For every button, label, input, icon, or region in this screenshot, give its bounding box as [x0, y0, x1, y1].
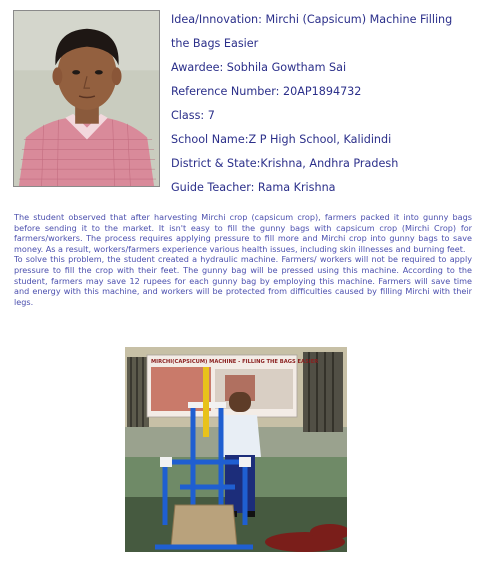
district-state-label: District & State:Krishna, Andhra Pradesh [171, 157, 399, 170]
student-info-block [171, 8, 471, 200]
student-portrait-photo [13, 10, 160, 187]
idea-label-continued: the Bags Easier [171, 37, 259, 50]
idea-label: Idea/Innovation: Mirchi (Capsicum) Machine Filling [171, 13, 453, 26]
portrait-illustration [14, 11, 159, 186]
description-paragraph-1: The student observed that after harvesting Mirchi crop (capsicum crop), farmers packed it into gunny bags before sending it to the market. It isn't easy to fill the gunny bags with capsicum crop (Mirchi Crop) for farmers/workers. The process requires applying pressure to fill more and Mirchi crop into gunny bags to save money. As a result, workers/farmers experience various health issues, including skin illnesses and burning feet. [14, 212, 472, 254]
project-description [14, 212, 472, 307]
machine-scene-illustration [125, 347, 347, 552]
machine-demo-photo [125, 347, 347, 552]
class-label: Class: 7 [171, 109, 215, 122]
school-name-label: School Name:Z P High School, Kalidindi [171, 133, 392, 146]
reference-number-label: Reference Number: 20AP1894732 [171, 85, 362, 98]
banner-text: MIRCHI(CAPSICUM) MACHINE - FILLING THE BAGS EASIER [151, 359, 319, 365]
awardee-label: Awardee: Sobhila Gowtham Sai [171, 61, 347, 74]
guide-teacher-label: Guide Teacher: Rama Krishna [171, 181, 336, 194]
description-paragraph-2: To solve this problem, the student created a hydraulic machine. Farmers/ workers will not be required to apply pressure to fill the crop with their feet. The gunny bag will be pressed using this machine. According to the student, farmers may save 12 rupees for each gunny bag by employing this machine. Farmers will save time and energy with this machine, and workers will be protected from difficulties caused by filling Mirchi with their legs. [14, 254, 472, 307]
